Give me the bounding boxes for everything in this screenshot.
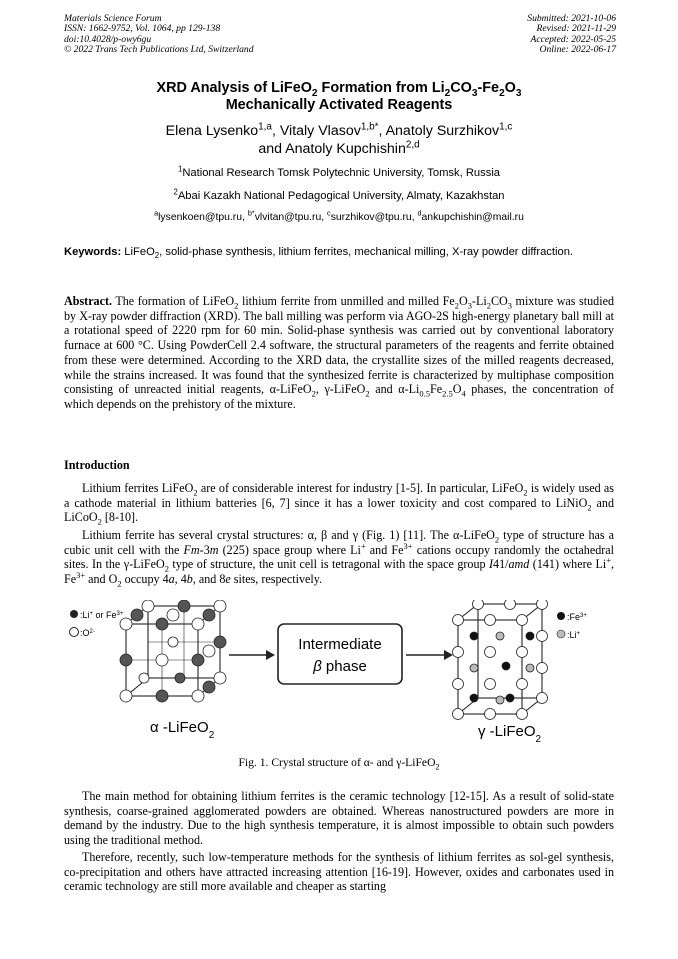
author-list: Elena Lysenko$^{1,a}$, Vitaly Vlasov$^{1,b*}$, Anatoly Surzhikov$^{1,c}$ and Anatoly Kupchishin$^{2,d}$ (165, 121, 513, 157)
crystal-structure-diagram (64, 600, 614, 750)
author-name: , Vitaly Vlasov (271, 123, 361, 139)
journal-info (64, 14, 254, 56)
keywords: Keywords: LiFeO$_2$, solid-phase synthesis, lithium ferrites, mechanical milling, X-ray powder diffraction. (64, 246, 574, 261)
author-emails: $^a$lysenkoen@tpu.ru, $^{b*}$vlvitan@tpu.ru, $^c$surzhikov@tpu.ru, $^d$ankupchishin@mail.ru (154, 208, 524, 223)
li-legend-icon (557, 630, 565, 638)
paper-title (64, 80, 614, 114)
paragraph: Lithium ferrites LiFeO$_2$ are of considerable interest for industry [1-5]. In particular, LiFeO$_2$ is widely used as a cathode material in lithium batteries [6, 7] since it has a lower toxicity and cost compared to LiNiO$_2$ and LiCoO$_2$ [8-10]. (64, 481, 614, 527)
publication-dates (527, 14, 616, 56)
gamma-label: γ -LiFeO$_2$ (478, 723, 542, 745)
figure-1 (64, 600, 614, 750)
paragraph: Lithium ferrite has several crystal structures: α, β and γ (Fig. 1) [11]. The α-LiFeO$_2$ type of structure has a cubic unit cell with the Fm-3m (225) space group where Li+ and $Fe^{3+}$ cations occupy randomly the octahedral sites. In the γ-LiFeO$_2$ type of structure, the unit cell is tetragonal with the space group I41/amd (141) where Li+, $Fe^{3+}$ and $O_2$ occupy 4a, 4b, and 8e sites, respectively. (64, 528, 615, 589)
title-line-2: Mechanically Activated Reagents (225, 97, 453, 113)
alpha-label: α -LiFeO$_2$ (150, 719, 215, 741)
arrow-right-head (444, 650, 453, 660)
date-accepted: Accepted: 2022-05-25 (530, 33, 616, 45)
cation-legend-icon (70, 610, 78, 618)
legend-oxygen: $:O^{2-}$ (80, 628, 95, 638)
email-link[interactable]: surzhikov@tpu.ru, (330, 212, 418, 223)
email-link[interactable]: vlvitan@tpu.ru, (254, 212, 328, 223)
legend-cation: :Li+ or $Fe^{3+}$ (80, 610, 124, 620)
author-name: Elena Lysenko (165, 123, 259, 139)
email-link[interactable]: lysenkoen@tpu.ru, (158, 212, 248, 223)
abstract-label: Abstract. (64, 294, 113, 308)
email-link[interactable]: ankupchishin@mail.ru (421, 212, 524, 223)
intermediate-label: Intermediate (298, 636, 382, 653)
figure-caption: Fig. 1. Crystal structure of α- and γ-LiFeO$_2$ (238, 756, 440, 772)
section-heading-introduction: Introduction (64, 458, 130, 472)
keywords-label: Keywords: (64, 246, 122, 258)
affiliation-1: $^1$National Research Tomsk Polytechnic University, Tomsk, Russia (177, 164, 501, 179)
title-line-1: XRD Analysis of LiFeO$_2$ Formation from $Li_2CO_3-Fe_2O_3$ (156, 80, 522, 99)
author-name: and Anatoly Kupchishin (258, 141, 406, 157)
fe-legend-icon (557, 612, 565, 620)
arrow-left-head (266, 650, 275, 660)
affiliation-2: $^2$Abai Kazakh National Pedagogical University, Almaty, Kazakhstan (173, 187, 505, 202)
legend-li: :Li+ (567, 630, 581, 640)
date-online: Online: 2022-06-17 (539, 44, 616, 56)
date-submitted: Submitted: 2021-10-06 (527, 13, 616, 24)
gamma-atoms (453, 600, 548, 720)
journal-doi: doi:10.4028/p-owy6gu (64, 33, 152, 45)
oxygen-legend-icon (70, 628, 79, 637)
alpha-atoms (120, 600, 226, 702)
abstract: Abstract. The formation of LiFeO$_2$ lithium ferrite from unmilled and milled $Fe_2O_3-Li_2CO_3$ mixture was studied by X-ray powder diffraction (XRD). The ball milling was perform via AGO-2S high-energy planetary ball mill at a rotational speed of 2220 rpm for 60 min. Solid-phase synthesis was carried out by conventional laboratory furnace at 600 °C. Using PowderCell 2.4 software, the structural parameters of the reagents and ferrite obtained from these were determined. According to the XRD data, the crystallite sizes of the milled reagents decreased, while the strains increased. It was found that the synthesized ferrite is characterized by multiphase composition consisting of unreacted initial reagents, α-LiFeO$_2$, γ-LiFeO$_2$ and $\alpha-Li_{0.5}Fe_{2.5}O_4$ phases, the concentration of which depends on the prehistory of the mixture. (64, 294, 614, 411)
paragraph: The main method for obtaining lithium ferrites is the ceramic technology [12-15]. As a result of solid-state synthesis, coarse-grained agglomerated powders are obtained. Whereas nanostructured powders are more in demand by the industry. Due to the high synthesis temperature, it is almost impossible to obtain such powders using the traditional method. (64, 789, 614, 848)
intermediate-phase-box (278, 624, 402, 684)
author-name: , Anatoly Surzhikov (378, 123, 500, 139)
journal-issn: ISSN: 1662-9752, Vol. 1064, pp 129-138 (64, 23, 221, 35)
legend-fe: $:Fe^{3+}$ (567, 612, 587, 622)
date-revised: Revised: 2021-11-29 (536, 23, 616, 35)
journal-copyright: © 2022 Trans Tech Publications Ltd, Switzerland (64, 44, 254, 56)
paragraph: Therefore, recently, such low-temperature methods for the synthesis of lithium ferrites as sol-gel synthesis, co-precipitation and others have attracted increasing attention [16-19]. However, oxides and carbonates used in ceramic technology are still more available and cheaper as starting (64, 850, 614, 894)
journal-name: Materials Science Forum (64, 13, 162, 24)
beta-phase-label: β phase (313, 658, 367, 675)
